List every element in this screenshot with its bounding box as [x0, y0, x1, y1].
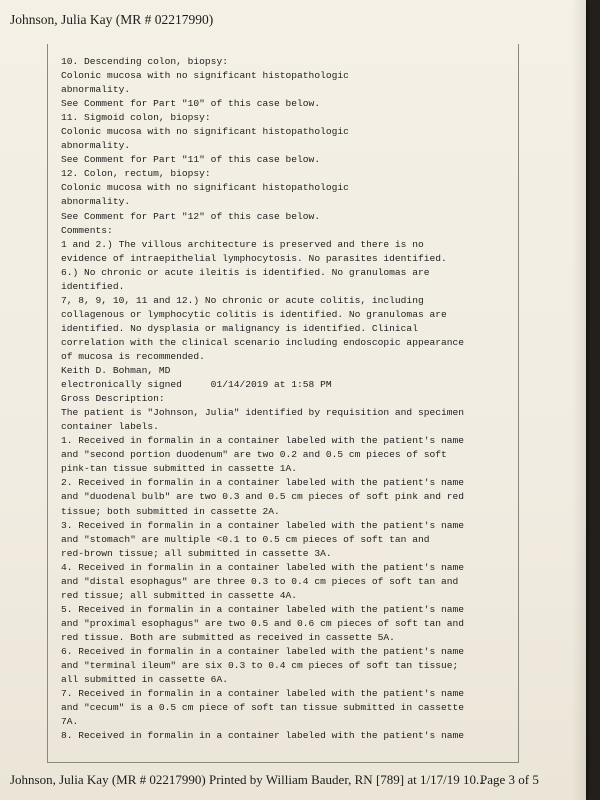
report-line: and "duodenal bulb" are two 0.3 and 0.5 cm pieces of soft pink and red — [61, 491, 465, 503]
report-line: 10. Descending colon, biopsy: — [61, 56, 228, 67]
report-line: 1. Received in formalin in a container labeled with the patient's name — [61, 435, 465, 447]
report-line: red-brown tissue; all submitted in cassette 3A. — [61, 547, 332, 559]
report-line: correlation with the clinical scenario including endoscopic appearance — [61, 336, 465, 348]
report-line: and "proximal esophagus" are two 0.5 and 0.6 cm pieces of soft tan and — [61, 617, 465, 629]
report-line: Gross Description: — [61, 393, 165, 405]
report-line: of mucosa is recommended. — [61, 350, 205, 362]
report-line: 12. Colon, rectum, biopsy: — [61, 168, 211, 180]
report-line: identified. — [61, 280, 125, 292]
report-line: See Comment for Part "12" of this case below. — [61, 210, 321, 222]
footer-print-info: Johnson, Julia Kay (MR # 02217990) Printed by William Bauder, RN [789] at 1/17/19 10... — [10, 772, 486, 787]
report-line: and "stomach" are multiple <0.1 to 0.5 cm pieces of soft tan and — [61, 533, 430, 545]
report-line: abnormality. — [61, 196, 131, 208]
report-line: 11. Sigmoid colon, biopsy: — [61, 112, 211, 124]
page-footer — [10, 772, 539, 788]
report-line: and "distal esophagus" are three 0.3 to 0.4 cm pieces of soft tan and — [61, 575, 459, 587]
report-line: and "terminal ileum" are six 0.3 to 0.4 cm pieces of soft tan tissue; — [61, 660, 459, 672]
report-line: 7A. — [61, 716, 79, 728]
report-line: pink-tan tissue submitted in cassette 1A. — [61, 463, 298, 475]
report-line: abnormality. — [61, 140, 131, 152]
report-line: 7. Received in formalin in a container labeled with the patient's name — [61, 688, 465, 700]
report-line: 6.) No chronic or acute ileitis is identified. No granulomas are — [61, 266, 430, 278]
report-line: 6. Received in formalin in a container labeled with the patient's name — [61, 645, 465, 657]
page-header-patient: Johnson, Julia Kay (MR # 02217990) — [10, 12, 214, 27]
pathology-report-text — [61, 55, 513, 743]
report-line: 4. Received in formalin in a container labeled with the patient's name — [61, 561, 465, 573]
report-line: evidence of intraepithelial lymphocytosis. No parasites identified. — [61, 252, 447, 264]
report-line: 3. Received in formalin in a container labeled with the patient's name — [61, 519, 465, 531]
report-line: 1 and 2.) The villous architecture is preserved and there is no — [61, 238, 424, 250]
report-line: 8. Received in formalin in a container labeled with the patient's name — [61, 730, 465, 742]
report-line: and "second portion duodenum" are two 0.2 and 0.5 cm pieces of soft — [61, 449, 447, 461]
report-line: all submitted in cassette 6A. — [61, 674, 228, 686]
report-line: abnormality. — [61, 84, 131, 96]
report-line: identified. No dysplasia or malignancy is identified. Clinical — [61, 322, 418, 334]
report-content-box — [47, 44, 519, 763]
report-line: The patient is "Johnson, Julia" identified by requisition and specimen — [61, 407, 465, 419]
report-line: 2. Received in formalin in a container labeled with the patient's name — [61, 477, 465, 489]
report-line: container labels. — [61, 421, 159, 433]
report-line: and "cecum" is a 0.5 cm piece of soft tan tissue submitted in cassette — [61, 702, 465, 714]
page-number: Page 3 of 5 — [480, 772, 539, 787]
report-line: Colonic mucosa with no significant histopathologic — [61, 182, 349, 194]
report-line: Keith D. Bohman, MD — [61, 365, 171, 377]
report-line: Colonic mucosa with no significant histopathologic — [61, 126, 349, 138]
report-line: See Comment for Part "11" of this case below. — [61, 154, 321, 166]
report-line: Colonic mucosa with no significant histopathologic — [61, 70, 349, 82]
report-line: electronically signed 01/14/2019 at 1:58 PM — [61, 379, 332, 391]
report-line: collagenous or lymphocytic colitis is identified. No granulomas are — [61, 308, 447, 320]
report-line: red tissue; all submitted in cassette 4A. — [61, 589, 298, 601]
report-line: 7, 8, 9, 10, 11 and 12.) No chronic or acute colitis, including — [61, 294, 424, 306]
report-line: See Comment for Part "10" of this case below. — [61, 98, 321, 110]
report-line: 5. Received in formalin in a container labeled with the patient's name — [61, 603, 465, 615]
report-line: red tissue. Both are submitted as received in cassette 5A. — [61, 631, 395, 643]
report-line: Comments: — [61, 224, 113, 236]
report-line: tissue; both submitted in cassette 2A. — [61, 505, 280, 517]
